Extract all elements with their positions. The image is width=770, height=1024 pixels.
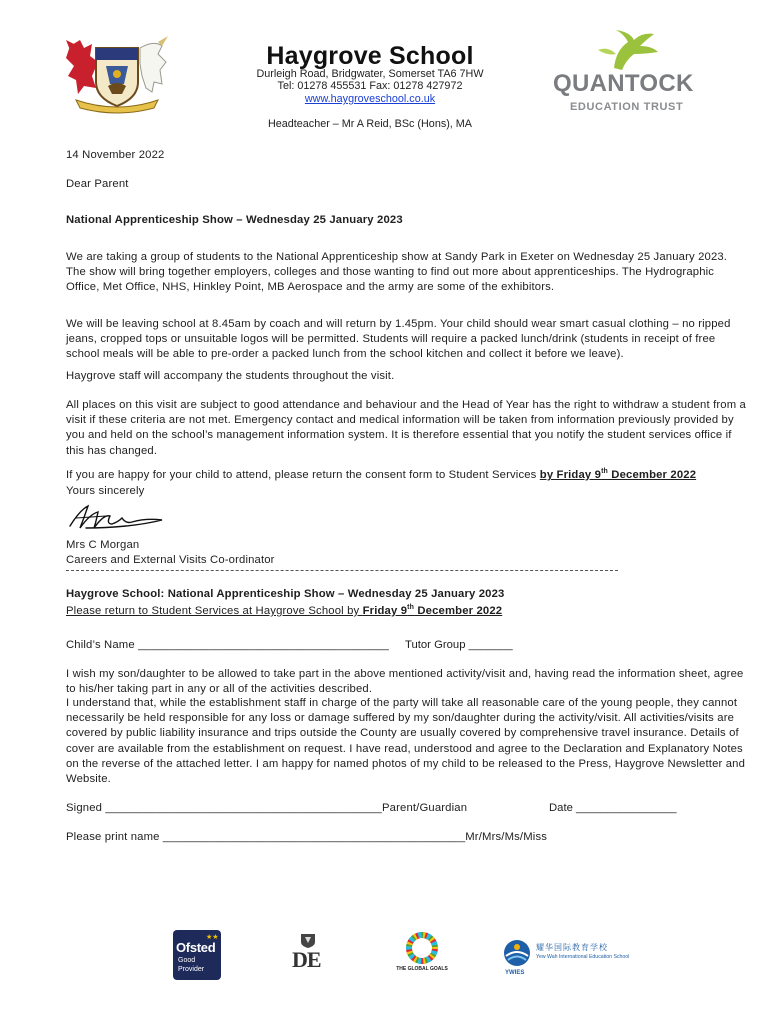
return-deadline: by Friday 9th December 2022 xyxy=(539,468,697,481)
ofsted-grade-line2: Provider xyxy=(178,966,205,973)
ywies-chinese-name: 耀华国际教育学校 xyxy=(536,943,608,952)
ywies-english-name: Yew Wah International Education School xyxy=(536,954,630,960)
global-goals-text: THE GLOBAL GOALS xyxy=(396,966,448,972)
ywies-logo xyxy=(500,938,650,982)
tutor-group-label: Tutor Group xyxy=(405,639,466,651)
title-options: Mr/Mrs/Ms/Miss xyxy=(465,831,548,843)
form-title: Haygrove School: National Apprenticeship Show – Wednesday 25 January 2023 xyxy=(66,588,505,600)
ofsted-grade-line1: Good xyxy=(178,957,196,964)
letter-date: 14 November 2022 xyxy=(66,149,165,161)
ywies-abbrev: YWIES xyxy=(505,970,525,976)
return-instruction: If you are happy for your child to attend, please return the consent form to Student Services xyxy=(66,469,540,481)
date-label: Date xyxy=(549,802,573,814)
dofe-logo xyxy=(290,932,326,974)
letter-greeting: Dear Parent xyxy=(66,178,129,190)
letter-paragraph-2: We will be leaving school at 8.45am by coach and will return by 1.45pm. Your child should wear smart casual clothing – no ripped jeans, cropped tops or unsuitable logos will be permitted. Students will require a packed lunch/drink (students in receipt of free school meals will be able to pre-order a packed lunch from the school kitchen and collect it before we leave). xyxy=(66,318,731,361)
school-name: Haygrove School xyxy=(266,42,474,70)
print-name-field[interactable]: _______________________________________________ xyxy=(162,831,466,843)
cut-line-divider xyxy=(66,570,618,571)
letter-paragraph-5 xyxy=(66,468,746,483)
print-name-row xyxy=(66,830,746,845)
form-return-instruction: Please return to Student Services at Haygrove School by Friday 9th December 2022 xyxy=(66,604,503,617)
consent-statement-2: I understand that, while the establishment staff in charge of the party will take all reasonable care of the young people, they cannot necessarily be held responsible for any loss or damage suffered by my son/daughter during the activity/visit. All activities/visits are covered by public liability insurance and trips outside the County are usually covered by comprehensive travel insurance. Details of cover are available from the establishment on request. I have read, understood and agree to the Declaration and Explanatory Notes on the reverse of the attached letter. I am happy for named photos of my child to be released to the Press, Haygrove Newsletter and Website. xyxy=(66,697,746,786)
ofsted-title: Ofsted xyxy=(176,940,216,955)
global-goals-wheel-icon xyxy=(406,932,438,964)
print-name-label: Please print name xyxy=(66,831,160,843)
letter-paragraph-1: We are taking a group of students to the National Apprenticeship show at Sandy Park in Exeter on Wednesday 25 January 2023. The show will bring together employers, colleges and those wanting to find out more about apprenticeships. The Hydrographic Office, Met Office, NHS, Hinkley Point, MB Aerospace and the army are some of the exhibitors. xyxy=(66,251,728,294)
letter-closing: Yours sincerely xyxy=(66,485,145,497)
school-contact: Tel: 01278 455531 Fax: 01278 427972 xyxy=(277,80,463,92)
handwritten-signature xyxy=(66,500,166,534)
parent-guardian-label: Parent/Guardian xyxy=(382,802,468,814)
dofe-letters: DE xyxy=(292,947,321,972)
signer-name: Mrs C Morgan xyxy=(66,539,140,551)
ofsted-stars-icon: ★★ xyxy=(206,934,219,941)
tutor-group-row xyxy=(405,638,513,653)
website-link[interactable]: www.haygroveschool.co.uk xyxy=(304,93,436,105)
date-field[interactable]: ________________ xyxy=(576,802,677,814)
dofe-crest-icon xyxy=(299,932,317,948)
childs-name-field[interactable]: _______________________________________ xyxy=(138,639,389,651)
school-address: Durleigh Road, Bridgwater, Somerset TA6 7HW xyxy=(256,68,484,80)
ofsted-logo xyxy=(173,930,221,980)
tutor-group-field[interactable]: _______ xyxy=(468,639,513,651)
quantock-trust-name: QUANTOCK xyxy=(553,70,694,97)
date-row xyxy=(549,801,677,816)
signed-field[interactable]: ___________________________________________ xyxy=(105,802,382,814)
childs-name-label: Child’s Name xyxy=(66,639,135,651)
letter-subject: National Apprenticeship Show – Wednesday 25 January 2023 xyxy=(66,214,403,226)
headteacher-line: Headteacher – Mr A Reid, BSc (Hons), MA xyxy=(267,118,473,130)
signed-label: Signed xyxy=(66,802,103,814)
quantock-trust-subtitle: EDUCATION TRUST xyxy=(570,101,684,113)
letter-paragraph-4: All places on this visit are subject to good attendance and behaviour and the Head of Year has the right to withdraw a student from a visit if these criteria are not met. Emergency contact and medical information will be taken from information previously provided by you and held on the school’s management information system. It is therefore essential that you notify the student services office if this has changed. xyxy=(66,399,746,457)
quantock-bird-icon xyxy=(594,28,660,72)
signer-title: Careers and External Visits Co-ordinator xyxy=(66,554,275,566)
consent-statement-1: I wish my son/daughter to be allowed to take part in the above mentioned activity/visit and, having read the information sheet, agree to his/her taking part in any or all of the activities described. xyxy=(66,668,744,696)
letter-paragraph-3: Haygrove staff will accompany the students throughout the visit. xyxy=(66,370,395,382)
global-goals-logo xyxy=(396,932,448,978)
ywies-emblem-icon xyxy=(502,938,532,968)
